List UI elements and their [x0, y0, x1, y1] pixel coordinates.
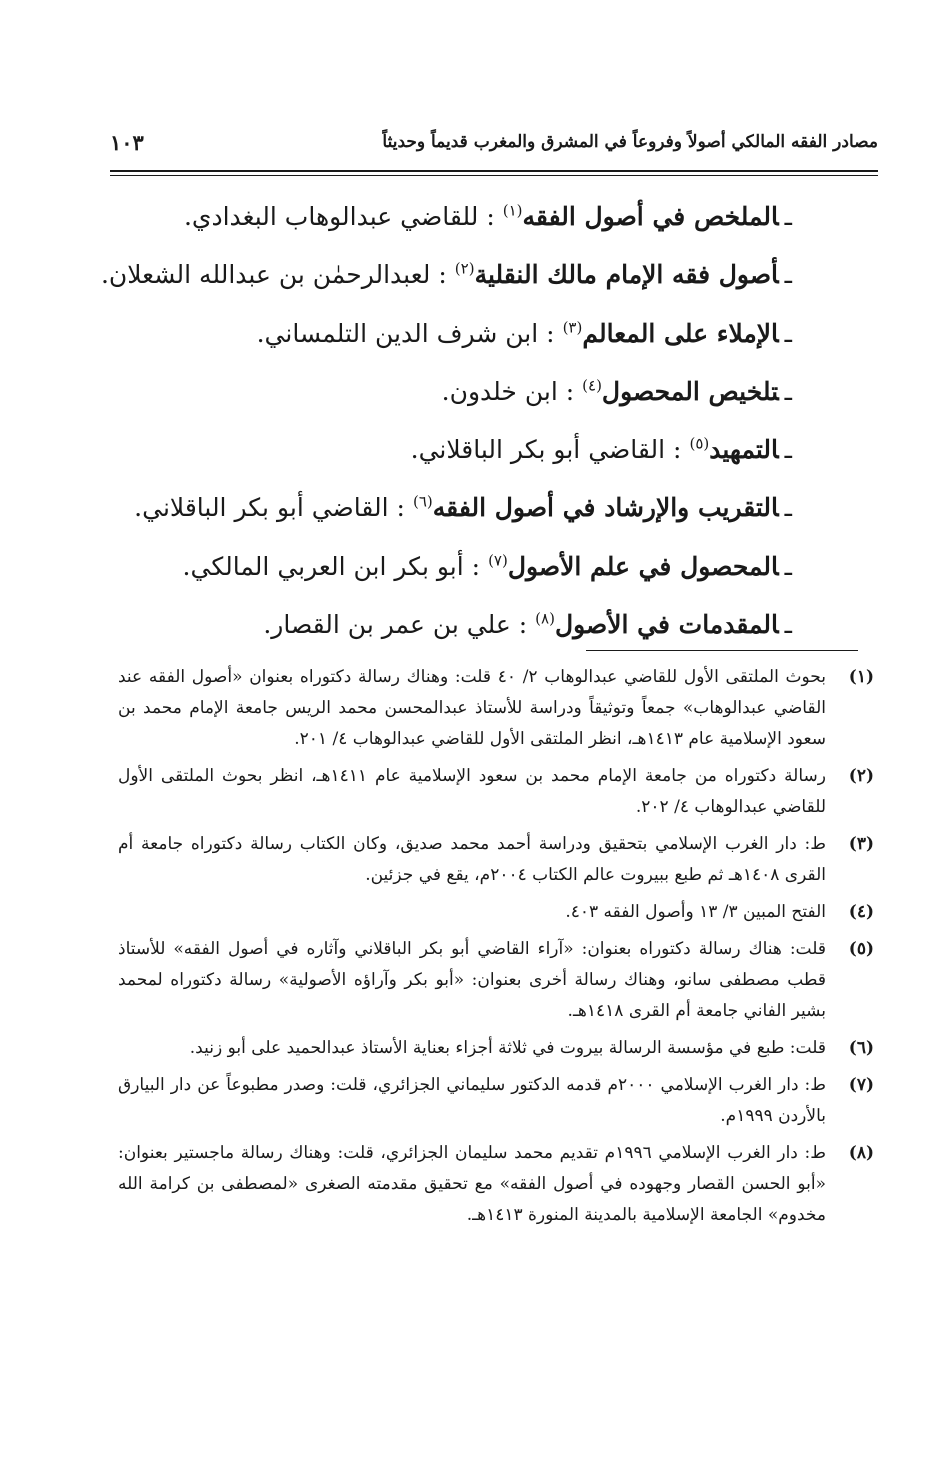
list-item: ـالمقدمات في الأصول$^{(٨)}$: علي بن عمر بن القصار. — [263, 609, 792, 640]
footnote-number: (٥) — [848, 939, 874, 959]
book-title: المحصول في علم الأصول — [507, 551, 779, 581]
footnote-ref: (١) — [502, 201, 523, 220]
footnote — [118, 1070, 874, 1132]
footnote-number: (٢) — [848, 766, 874, 786]
footnote — [118, 829, 874, 891]
book-author: : للقاضي عبدالوهاب البغدادي. — [183, 202, 495, 231]
list-item: ـأصول فقه الإمام مالك النقلية$^{(٢)}$: لعبدالرحمٰن بن عبدالله الشعلان. — [100, 259, 792, 290]
book-title: الإملاء على المعالم — [582, 318, 779, 348]
footnote-text: ط: دار الغرب الإسلامي ٢٠٠٠م قدمه الدكتور سليماني الجزائري، قلت: وصدر مطبوعاً عن دار البيارق بالأردن ١٩٩٩م. — [118, 1075, 826, 1126]
footnote — [118, 1138, 874, 1231]
book-title: تلخيص المحصول — [601, 376, 779, 406]
book-title: الملخص في أصول الفقه — [522, 202, 779, 231]
footnote — [118, 662, 874, 755]
footnote-text: قلت: هناك رسالة دكتوراه بعنوان: «آراء القاضي أبو بكر الباقلاني وآثاره في أصول الفقه» للأستاذ قطب مصطفى سانو، وهناك رسالة أخرى بعنوان: «أبو بكر وآراؤه الأصولية» رسالة دكتوراه لمحمد بشير الفاني جامعة أم القرى ١٤١٨هـ. — [118, 939, 826, 1021]
footnote-number: (٧) — [848, 1075, 874, 1095]
footnote-text: الفتح المبين ٣/ ١٣ وأصول الفقه ٤٠٣. — [565, 902, 826, 922]
footnote — [118, 897, 874, 928]
footnote-number: (٨) — [848, 1143, 874, 1163]
footnote-ref: (٢) — [454, 259, 475, 278]
footnote-text: رسالة دكتوراه من جامعة الإمام محمد بن سعود الإسلامية عام ١٤١١هـ، انظر بحوث الملتقى الأول للقاضي عبدالوهاب ٤/ ٢٠٢. — [118, 766, 826, 817]
list-item: ـالتمهيد$^{(٥)}$: القاضي أبو بكر الباقلاني. — [410, 434, 792, 465]
book-author: : القاضي أبو بكر الباقلاني. — [410, 435, 682, 465]
footnote-ref: (٤) — [582, 376, 602, 395]
running-title: مصادر الفقه المالكي أصولاً وفروعاً في المشرق والمغرب قديماً وحديثاً — [382, 132, 878, 152]
page-header — [110, 118, 878, 166]
list-item: ـالمحصول في علم الأصول$^{(٧)}$: أبو بكر ابن العربي المالكي. — [182, 551, 792, 581]
footnote — [118, 1033, 874, 1064]
book-author: : القاضي أبو بكر الباقلاني. — [134, 493, 405, 523]
header-rule-thin — [110, 175, 878, 176]
footnote-text: ط: دار الغرب الإسلامي بتحقيق ودراسة أحمد محمد صديق، وكان الكتاب رسالة دكتوراه جامعة أم القرى ١٤٠٨هـ ثم طبع ببيروت عالم الكتاب ٢٠٠٤م، يقع في جزئين. — [118, 834, 826, 885]
book-title: المقدمات في الأصول — [554, 610, 779, 640]
footnote-ref: (٨) — [535, 609, 555, 628]
footnote-separator — [586, 650, 858, 651]
footnote-text: بحوث الملتقى الأول للقاضي عبدالوهاب ٢/ ٤٠ قلت: وهناك رسالة دكتوراه بعنوان «أصول الفقه عند القاضي عبدالوهاب» جمعاً وتوثيقاً ودراسة للأستاذ عبدالمحسن محمد الريس جامعة الإمام محمد بن سعود الإسلامية عام ١٤١٣هـ، انظر الملتقى الأول للقاضي عبدالوهاب ٤/ ٢٠١. — [118, 667, 826, 749]
header-rule — [110, 170, 878, 172]
list-item: ـالتقريب والإرشاد في أصول الفقه$^{(٦)}$: القاضي أبو بكر الباقلاني. — [134, 493, 792, 523]
footnote-number: (٦) — [848, 1038, 874, 1058]
footnote — [118, 934, 874, 1027]
book-author: : ابن خلدون. — [441, 376, 575, 406]
footnote-ref: (٣) — [562, 318, 583, 337]
footnote-text: ط: دار الغرب الإسلامي ١٩٩٦م تقديم محمد سليمان الجزائري، قلت: وهناك رسالة ماجستير بعنوان: «أبو الحسن القصار وجهوده في أصول الفقه» مع تحقيق مقدمته الصغرى «لمصطفى بن كرامة الله مخدوم» الجامعة الإسلامية بالمدينة المنورة ١٤١٣هـ. — [118, 1143, 827, 1225]
book-title: أصول فقه الإمام مالك النقلية — [474, 260, 779, 290]
book-title: التقريب والإرشاد في أصول الفقه — [432, 493, 779, 523]
footnote-number: (١) — [848, 667, 874, 687]
footnote-ref: (٥) — [689, 434, 710, 453]
footnote-number: (٤) — [848, 902, 874, 922]
page-number: ١٠٣ — [110, 129, 144, 155]
footnote-text: قلت: طبع في مؤسسة الرسالة بيروت في ثلاثة أجزاء بعناية الأستاذ عبدالحميد على أبو زنيد. — [189, 1038, 826, 1058]
footnotes — [118, 662, 874, 1237]
footnote-ref: (٦) — [413, 493, 433, 512]
footnote-number: (٣) — [848, 834, 874, 854]
list-item: ـالإملاء على المعالم$^{(٣)}$: ابن شرف الدين التلمساني. — [256, 318, 792, 348]
footnote-ref: (٧) — [488, 551, 508, 570]
book-author: : أبو بكر ابن العربي المالكي. — [182, 551, 481, 581]
book-author: : علي بن عمر بن القصار. — [263, 610, 528, 640]
book-author: : لعبدالرحمٰن بن عبدالله الشعلان. — [100, 260, 447, 290]
footnote — [118, 761, 874, 823]
list-item: ـتلخيص المحصول$^{(٤)}$: ابن خلدون. — [441, 376, 792, 406]
book-list — [100, 188, 792, 654]
book-title: التمهيد — [709, 435, 779, 465]
list-item: ـالملخص في أصول الفقه$^{(١)}$: للقاضي عبدالوهاب البغدادي. — [183, 201, 792, 231]
book-author: : ابن شرف الدين التلمساني. — [256, 318, 555, 348]
